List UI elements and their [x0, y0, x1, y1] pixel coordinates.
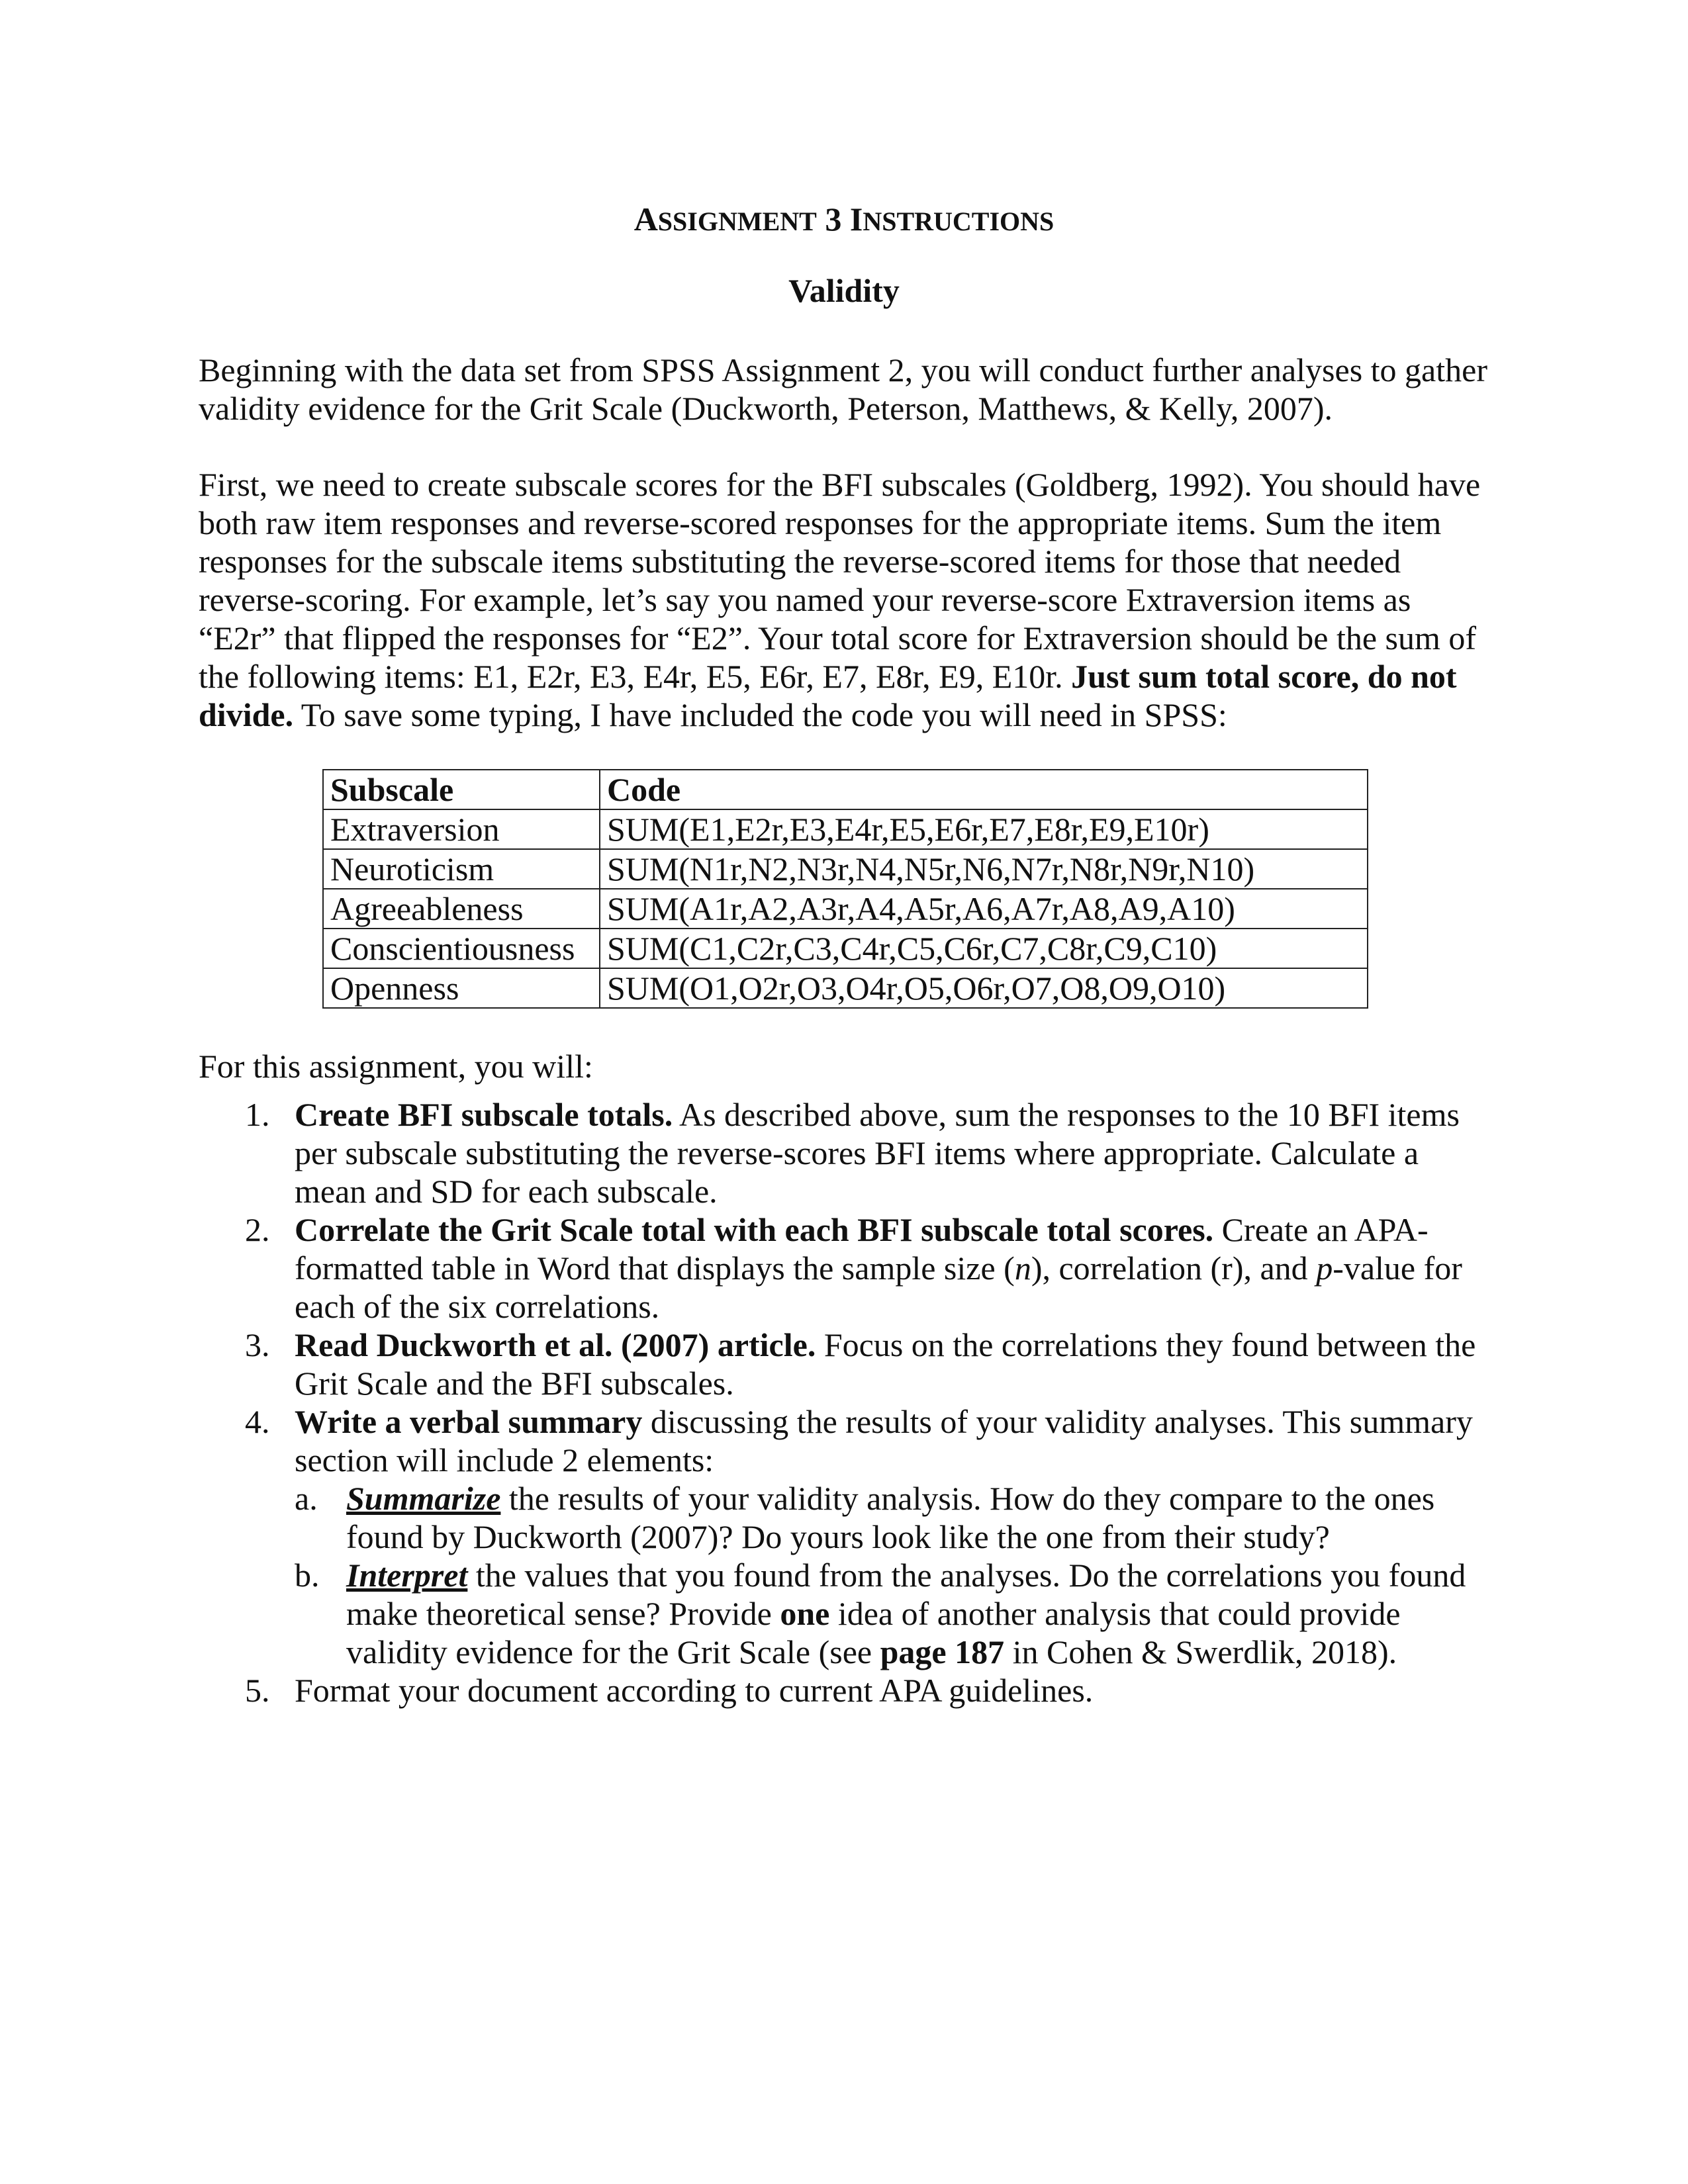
- list-number: 2.: [245, 1211, 270, 1248]
- sub-item-text: the results of your validity analysis. How do they compare to the ones found by Duckworth (2007)? Do yours look like the one from their study?: [346, 1480, 1435, 1555]
- list-item-text: As described above, sum the responses to the 10 BFI items per subscale substituting the reverse-scores BFI items where appropriate. Calculate a mean and SD for each subscale.: [295, 1096, 1460, 1210]
- task-list: [228, 1095, 1489, 1709]
- instructions-paragraph: [199, 465, 1489, 734]
- table-cell: SUM(O1,O2r,O3,O4r,O5,O6r,O7,O8,O9,O10): [600, 968, 1368, 1008]
- table-row: [323, 809, 1368, 849]
- list-item-text: Format your document according to current APA guidelines.: [295, 1672, 1094, 1709]
- table-cell: SUM(N1r,N2,N3r,N4,N5r,N6,N7r,N8r,N9r,N10): [600, 849, 1368, 889]
- list-item: [228, 1095, 1489, 1210]
- list-number: 3.: [245, 1326, 270, 1363]
- sub-item-text: idea of another analysis that could provide validity evidence for the Grit Scale (see: [346, 1595, 1401, 1670]
- sub-item-emphasis: Interpret: [346, 1557, 468, 1594]
- list-number: 1.: [245, 1096, 270, 1133]
- paragraph-text: First, we need to create subscale scores for the BFI subscales (Goldberg, 1992). You should have both raw item responses and reverse-scored responses for the appropriate items. Sum the item responses for the subscale items substituting the reverse-scored items for those that needed reverse-scoring. For example, let’s say you named your reverse-score Extraversion items as “E2r” that flipped the responses for “E2”. Your total score for Extraversion should be the sum of the following items: E1, E2r, E3, E4r, E5, E6r, E7, E8r, E9, E10r.: [199, 466, 1481, 695]
- list-item: [228, 1210, 1489, 1326]
- intro-paragraph: Beginning with the data set from SPSS Assignment 2, you will conduct further analyses to gather validity evidence for the Grit Scale (Duckworth, Peterson, Matthews, & Kelly, 2007).: [199, 351, 1487, 427]
- list-intro: For this assignment, you will:: [199, 1048, 593, 1085]
- table-cell: Extraversion: [323, 809, 600, 849]
- list-number: 5.: [245, 1672, 270, 1709]
- title-part: A: [633, 201, 658, 238]
- list-item: [228, 1402, 1489, 1671]
- sub-item-text: in Cohen & Swerdlik, 2018).: [1004, 1633, 1397, 1670]
- list-item-italic: n: [1014, 1250, 1031, 1287]
- list-item-text: ), correlation (r), and: [1031, 1250, 1317, 1287]
- table-row: [323, 849, 1368, 889]
- list-item-text: -value for each of the six correlations.: [295, 1250, 1462, 1325]
- list-number: 4.: [245, 1403, 270, 1440]
- table-cell: SUM(E1,E2r,E3,E4r,E5,E6r,E7,E8r,E9,E10r): [600, 809, 1368, 849]
- table-cell: SUM(A1r,A2,A3r,A4,A5r,A6,A7r,A8,A9,A10): [600, 889, 1368, 929]
- table-cell: Conscientiousness: [323, 929, 600, 968]
- paragraph-bold-text: Just sum total score, do not divide.: [199, 658, 1457, 733]
- list-item-bold: Read Duckworth et al. (2007) article.: [295, 1326, 816, 1363]
- list-item: [228, 1671, 1489, 1709]
- table-cell: Openness: [323, 968, 600, 1008]
- assignment-title: [0, 200, 1688, 238]
- paragraph-text: To save some typing, I have included the code you will need in SPSS:: [293, 696, 1227, 733]
- table-cell: Agreeableness: [323, 889, 600, 929]
- table-row: [323, 929, 1368, 968]
- sub-item-bold: page 187: [880, 1633, 1005, 1670]
- table-cell: SUM(C1,C2r,C3,C4r,C5,C6r,C7,C8r,C9,C10): [600, 929, 1368, 968]
- sub-item-text: the values that you found from the analyses. Do the correlations you found make theoretical sense? Provide: [346, 1557, 1466, 1632]
- table-header-row: [323, 770, 1368, 809]
- title-part: NSTRUCTIONS: [863, 206, 1055, 236]
- sub-list-item: [295, 1556, 1489, 1671]
- sub-list-letter: a.: [295, 1480, 318, 1517]
- table-cell: Neuroticism: [323, 849, 600, 889]
- list-item-bold: Create BFI subscale totals.: [295, 1096, 673, 1133]
- title-part: I: [849, 201, 863, 238]
- subscale-code-table: [322, 769, 1368, 1009]
- list-item-text: Create an APA-formatted table in Word that displays the sample size (: [295, 1211, 1429, 1287]
- sub-list-letter: b.: [295, 1557, 320, 1594]
- section-subtitle: Validity: [788, 272, 900, 309]
- table-header-cell: Code: [600, 770, 1368, 809]
- title-part: 3: [816, 201, 850, 238]
- list-item-bold: Correlate the Grit Scale total with each BFI subscale total scores.: [295, 1211, 1214, 1248]
- list-item: [228, 1326, 1489, 1402]
- list-item-text: Focus on the correlations they found between the Grit Scale and the BFI subscales.: [295, 1326, 1476, 1402]
- list-item-bold: Write a verbal summary: [295, 1403, 643, 1440]
- sub-list-item: [295, 1479, 1489, 1556]
- sub-item-emphasis: Summarize: [346, 1480, 501, 1517]
- table-row: [323, 968, 1368, 1008]
- table-header-cell: Subscale: [323, 770, 600, 809]
- list-item-italic: p: [1316, 1250, 1333, 1287]
- title-part: SSIGNMENT: [657, 206, 817, 236]
- table-row: [323, 889, 1368, 929]
- sub-item-bold: one: [780, 1595, 830, 1632]
- list-item-text: discussing the results of your validity analyses. This summary section will include 2 elements:: [295, 1403, 1473, 1479]
